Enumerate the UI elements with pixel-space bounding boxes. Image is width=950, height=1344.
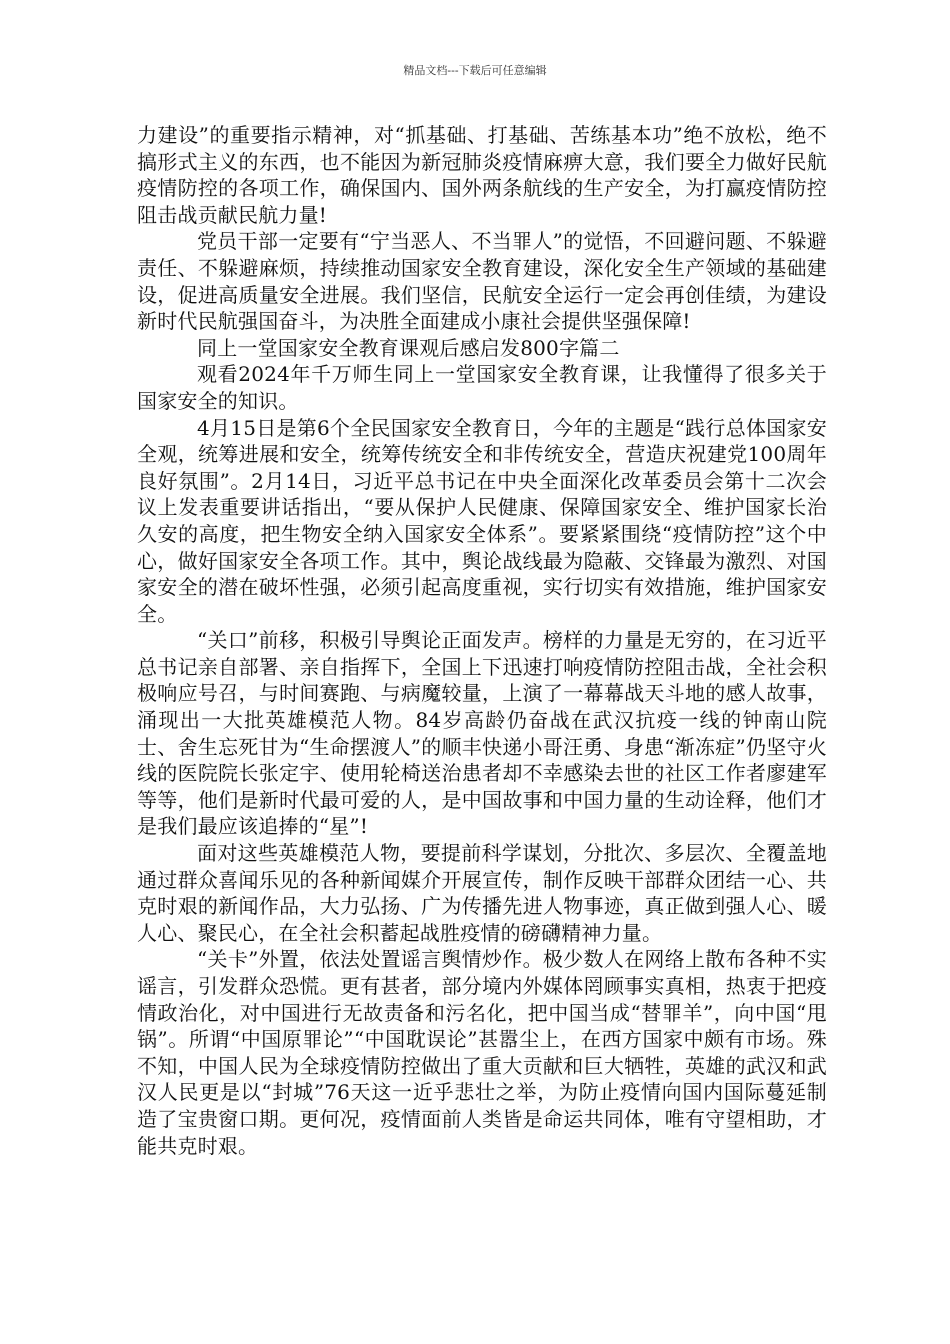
- document-body: [137, 122, 827, 1159]
- paragraph: 面对这些英雄模范人物，要提前科学谋划，分批次、多层次、全覆盖地通过群众喜闻乐见的各种新闻媒介开展宣传，制作反映干部群众团结一心、共克时艰的新闻作品，大力弘扬、广为传播先进人物事迹，真正做到强人心、暖人心、聚民心，在全社会积蓄起战胜疫情的磅礴精神力量。: [137, 841, 827, 945]
- paragraph: 党员干部一定要有“宁当恶人、不当罪人”的觉悟，不回避问题、不躲避责任、不躲避麻烦，持续推动国家安全教育建设，深化安全生产领域的基础建设，促进高质量安全进展。我们坚信，民航安全运行一定会再创佳绩，为建设新时代民航强国奋斗，为决胜全面建成小康社会提供坚强保障!: [137, 229, 827, 334]
- paragraph: 观看2024年千万师生同上一堂国家安全教育课，让我懂得了很多关于国家安全的知识。: [137, 362, 827, 413]
- paragraph: 4月15日是第6个全民国家安全教育日，今年的主题是“践行总体国家安全观，统筹进展和安全，统筹传统安全和非传统安全，营造庆祝建党100周年良好氛围”。2月14日，习近平总书记在中央全面深化改革委员会第十二次会议上发表重要讲话指出，“要从保护人民健康、保障国家安全、维护国家长治久安的高度，把生物安全纳入国家安全体系”。要紧紧围绕“疫情防控”这个中心，做好国家安全各项工作。其中，舆论战线最为隐蔽、交锋最为激烈、对国家安全的潜在破坏性强，必须引起高度重视，实行切实有效措施，维护国家安全。: [137, 415, 827, 626]
- paragraph: “关口”前移，积极引导舆论正面发声。榜样的力量是无穷的，在习近平总书记亲自部署、亲自指挥下，全国上下迅速打响疫情防控阻击战，全社会积极响应号召，与时间赛跑、与病魔较量，上演了一幕幕战天斗地的感人故事，涌现出一大批英雄模范人物。84岁高龄仍奋战在武汉抗疫一线的钟南山院士、舍生忘死甘为“生命摆渡人”的顺丰快递小哥汪勇、身患“渐冻症”仍坚守火线的医院院长张定宇、使用轮椅送治患者却不幸感染去世的社区工作者廖建军等等，他们是新时代最可爱的人，是中国故事和中国力量的生动诠释，他们才是我们最应该追捧的“星”!: [137, 628, 827, 839]
- page-header: 精品文档---下载后可任意编辑: [403, 64, 547, 77]
- section-heading: 同上一堂国家安全教育课观后感启发800字篇二: [197, 335, 620, 360]
- paragraph: “关卡”外置，依法处置谣言舆情炒作。极少数人在网络上散布各种不实谣言，引发群众恐慌。更有甚者，部分境内外媒体罔顾事实真相，热衷于把疫情政治化，对中国进行无故责备和污名化，把中国当成“替罪羊”，向中国“甩锅”。所谓“中国原罪论”“中国耽误论”甚嚣尘上，在西方国家中颇有市场。殊不知，中国人民为全球疫情防控做出了重大贡献和巨大牺牲，英雄的武汉和武汉人民更是以“封城”76天这一近乎悲壮之举，为防止疫情向国内国际蔓延制造了宝贵窗口期。更何况，疫情面前人类皆是命运共同体，唯有守望相助，才能共克时艰。: [137, 947, 827, 1158]
- paragraph-continuation: 力建设”的重要指示精神，对“抓基础、打基础、苦练基本功”绝不放松，绝不搞形式主义的东西，也不能因为新冠肺炎疫情麻痹大意，我们要全力做好民航疫情防控的各项工作，确保国内、国外两条航线的生产安全，为打赢疫情防控阻击战贡献民航力量!: [137, 123, 827, 227]
